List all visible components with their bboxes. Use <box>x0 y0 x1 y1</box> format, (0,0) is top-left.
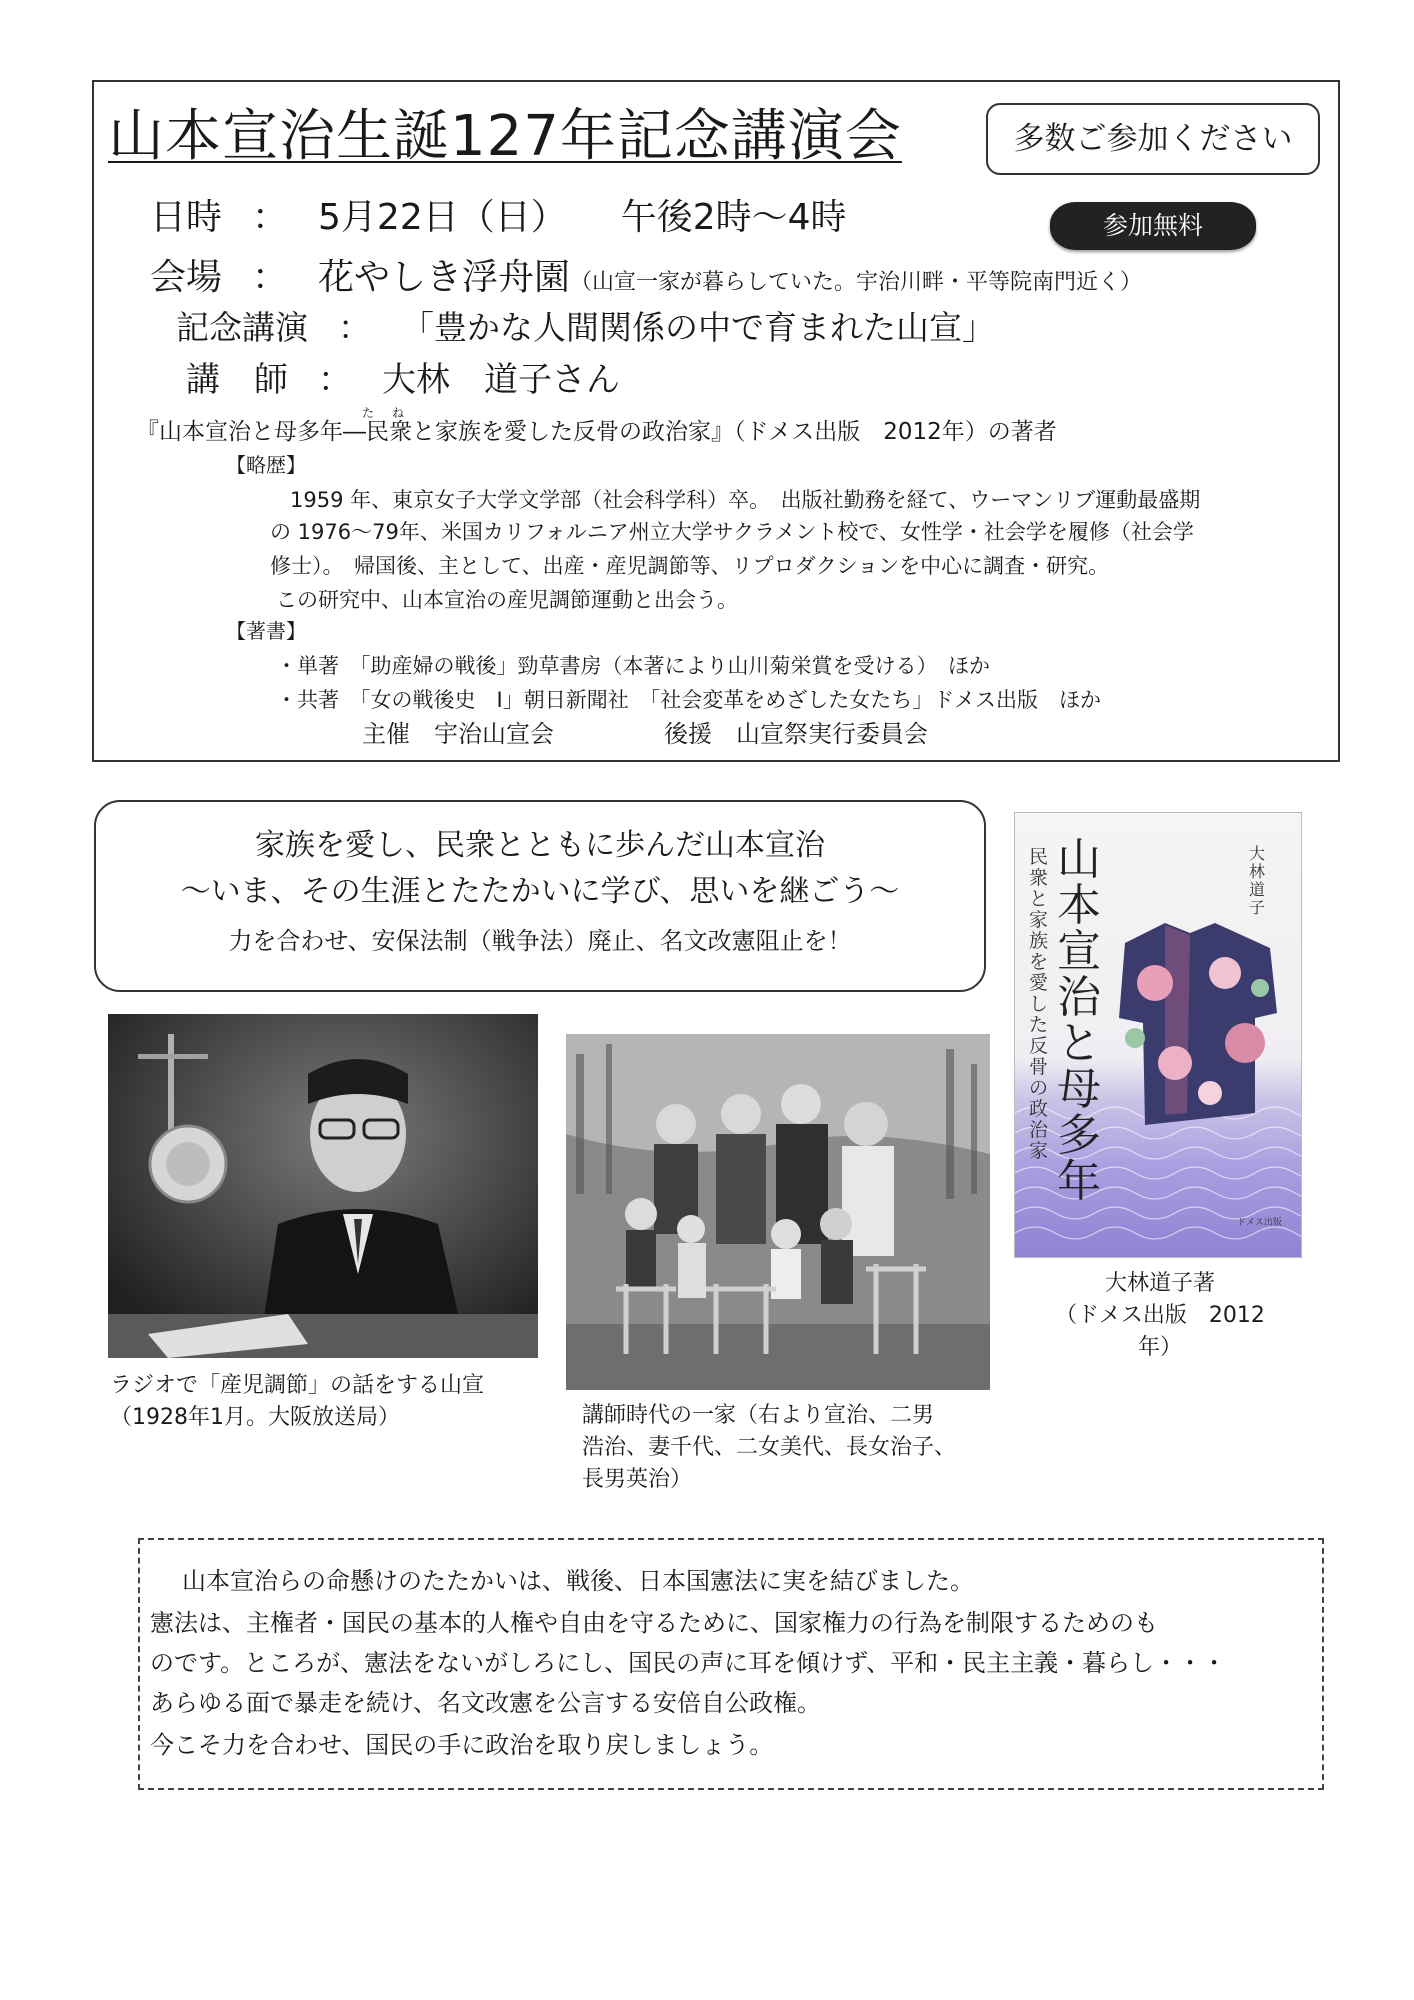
closing-line: のです。ところが、憲法をないがしろにし、国民の声に耳を傾けず、平和・民主主義・暮らし・・・ <box>150 1649 1227 1677</box>
works-heading: 【著書】 <box>226 619 306 643</box>
caption-line: ラジオで「産児調節」の話をする山宣 <box>110 1373 485 1398</box>
caption-line: （1928年1月。大阪放送局） <box>110 1405 400 1430</box>
venue-note: （山宣一家が暮らしていた。宇治川畔・平等院南門近く） <box>570 270 1143 295</box>
book-cover-title: 山本宣治と母多年 <box>1057 834 1101 1207</box>
book-cover-image <box>1014 812 1302 1258</box>
lecture-value: 「豊かな人間関係の中で育まれた山宣」 <box>401 308 995 347</box>
venue-colon: ： <box>252 257 289 298</box>
slogan-line: 家族を愛し、民衆とともに歩んだ山本宣治 <box>255 828 825 863</box>
free-admission-badge: 参加無料 <box>1050 202 1256 250</box>
lecture-label: 記念講演 <box>176 308 308 347</box>
works-line: ・共著 「女の戦後史 Ⅰ」朝日新聞社 「社会変革をめざした女たち」ドメス出版 ほか <box>276 688 1101 712</box>
speaker-label: 講 師 <box>186 360 288 400</box>
works-line: ・単著 「助産婦の戦後」勁草書房（本著により山川菊栄賞を受ける） ほか <box>276 654 990 678</box>
speaker-colon: ： <box>318 360 352 400</box>
career-line: 1959 年、東京女子大学文学部（社会科学科）卒。 出版社勤務を経て、ウーマンリブ運動最盛期 <box>290 488 1201 512</box>
career-line: 修士）。 帰国後、主として、出産・産児調節等、リプロダクションを中心に調査・研究。 <box>270 554 1110 578</box>
family-photo <box>566 1034 990 1390</box>
slogan-box <box>94 800 986 992</box>
family-photo-art <box>566 1034 990 1390</box>
event-date-row <box>150 194 847 242</box>
closing-line: 憲法は、主権者・国民の基本的人権や自由を守るために、国家権力の行為を制限するためのも <box>150 1609 1158 1637</box>
speaker-value: 大林 道子さん <box>382 360 620 400</box>
ruby-ne: ね <box>392 406 405 420</box>
family-photo-caption <box>582 1400 1002 1496</box>
book-cover-author: 大林道子 <box>1249 844 1266 917</box>
page-title: 山本宣治生誕127年記念講演会 <box>108 104 902 169</box>
speaker-row <box>186 356 620 404</box>
ruby-ta: た <box>362 406 375 420</box>
date-label: 日時 <box>150 197 223 238</box>
lecture-colon: ： <box>338 308 371 347</box>
book-caption-line: （ドメス出版 2012年） <box>1055 1303 1265 1360</box>
closing-line: 山本宣治らの命懸けのたたかいは、戦後、日本国憲法に実を結びました。 <box>182 1567 974 1595</box>
venue-label: 会場 <box>150 257 223 298</box>
sponsor-row <box>362 716 928 752</box>
radio-photo-art <box>108 1014 538 1358</box>
book-cover-publisher: ドメス出版 <box>1237 1218 1282 1228</box>
invite-badge: 多数ご参加ください <box>986 103 1320 175</box>
date-colon: ： <box>252 197 289 238</box>
support-org: 後援 山宣祭実行委員会 <box>664 720 928 748</box>
slogan-line: 力を合わせ、安保法制（戦争法）廃止、名文改憲阻止を！ <box>228 927 852 955</box>
caption-line: 長男英治） <box>582 1467 693 1492</box>
lecture-title-row <box>176 304 995 352</box>
career-line: この研究中、山本宣治の産児調節運動と出会う。 <box>276 588 738 612</box>
kimono-illustration <box>1119 923 1277 1125</box>
book-caption-line: 大林道子著 <box>1104 1271 1215 1296</box>
host-org: 主催 宇治山宣会 <box>362 720 554 748</box>
radio-photo-caption <box>110 1370 484 1434</box>
caption-line: 浩治、妻千代、二女美代、長女治子、 <box>582 1435 957 1460</box>
closing-line: 今こそ力を合わせ、国民の手に政治を取り戻しましょう。 <box>150 1731 774 1759</box>
radio-broadcast-photo <box>108 1014 538 1358</box>
closing-line: あらゆる面で暴走を続け、名文改憲を公言する安倍自公政権。 <box>150 1689 822 1717</box>
event-venue-row <box>150 254 1142 307</box>
career-heading: 【略歴】 <box>226 453 306 477</box>
book-cover-subtitle: 民衆と家族を愛した反骨の政治家 <box>1029 846 1049 1162</box>
date-value: 5月22日（日） 午後2時～4時 <box>318 197 847 238</box>
caption-line: 講師時代の一家（右より宣治、二男 <box>582 1403 935 1428</box>
speaker-book-reference: 『山本宣治と母多年―民衆と家族を愛した反骨の政治家』（ドメス出版 2012年）の著者 <box>136 419 1057 445</box>
book-caption <box>1040 1268 1280 1364</box>
venue-value: 花やしき浮舟園 <box>318 257 571 298</box>
slogan-line: ～いま、その生涯とたたかいに学び、思いを継ごう～ <box>180 874 900 909</box>
career-line: の 1976～79年、米国カリフォルニア州立大学サクラメント校で、女性学・社会学を履修（社会学 <box>270 520 1194 544</box>
